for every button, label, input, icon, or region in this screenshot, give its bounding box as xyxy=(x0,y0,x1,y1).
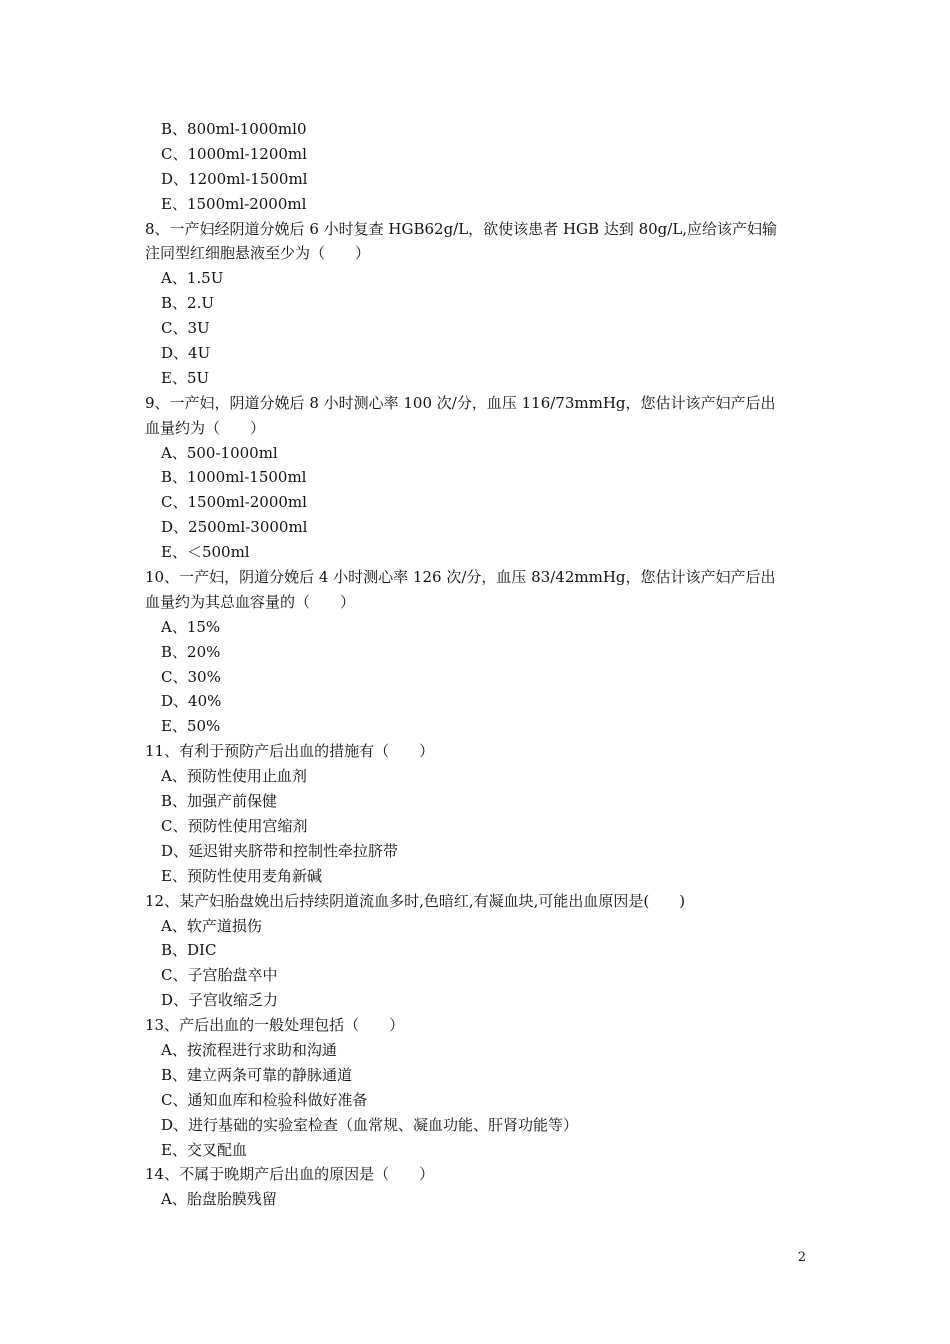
answer-option: B、2.U xyxy=(161,294,214,313)
answer-option: B、加强产前保健 xyxy=(161,792,278,811)
answer-option: C、预防性使用宫缩剂 xyxy=(161,816,308,835)
question-text: 血量约为其总血容量的（ ） xyxy=(145,592,356,611)
answer-option: A、1.5U xyxy=(161,269,224,288)
answer-option: D、子宫收缩乏力 xyxy=(161,991,279,1010)
answer-option: D、1200ml-1500ml xyxy=(161,169,308,188)
answer-option: B、1000ml-1500ml xyxy=(161,468,307,487)
answer-option: B、800ml-1000ml0 xyxy=(161,120,307,138)
answer-option: C、30% xyxy=(161,667,221,686)
answer-option: D、40% xyxy=(161,692,222,711)
question-text: 8、一产妇经阴道分娩后 6 小时复查 HGB62g/L，欲使该患者 HGB 达到 80g/L,应给该产妇输 xyxy=(145,219,778,238)
question-text: 注同型红细胞悬液至少为（ ） xyxy=(145,244,371,263)
answer-option: C、通知血库和检验科做好准备 xyxy=(161,1090,368,1109)
answer-option: E、50% xyxy=(161,717,221,736)
question-text: 9、一产妇，阴道分娩后 8 小时测心率 100 次/分，血压 116/73mmHg，您估计该产妇产后出 xyxy=(145,393,776,412)
answer-option: B、DIC xyxy=(161,941,217,960)
answer-option: C、3U xyxy=(161,319,210,338)
answer-option: B、建立两条可靠的静脉通道 xyxy=(161,1065,353,1084)
question-text: 12、某产妇胎盘娩出后持续阴道流血多时,色暗红,有凝血块,可能出血原因是( ) xyxy=(145,891,686,910)
question-text: 10、一产妇，阴道分娩后 4 小时测心率 126 次/分，血压 83/42mmHg，您估计该产妇产后出 xyxy=(145,568,776,587)
answer-option: A、胎盘胎膜残留 xyxy=(161,1190,277,1209)
answer-option: A、软产道损伤 xyxy=(161,916,262,935)
question-list xyxy=(145,117,815,1212)
answer-option: D、2500ml-3000ml xyxy=(161,518,308,537)
answer-option: E、＜500ml xyxy=(161,543,250,562)
answer-option: C、1500ml-2000ml xyxy=(161,493,307,512)
answer-option: D、4U xyxy=(161,344,211,363)
answer-option: A、15% xyxy=(161,617,221,636)
answer-option: E、预防性使用麦角新碱 xyxy=(161,866,322,885)
answer-option: C、子宫胎盘卒中 xyxy=(161,966,278,985)
answer-option: B、20% xyxy=(161,642,221,661)
answer-option: E、1500ml-2000ml xyxy=(161,194,307,213)
question-text: 血量约为（ ） xyxy=(145,418,266,437)
answer-option: E、交叉配血 xyxy=(161,1140,247,1159)
answer-option: D、延迟钳夹脐带和控制性牵拉脐带 xyxy=(161,841,399,860)
answer-option: A、预防性使用止血剂 xyxy=(161,767,307,786)
question-text: 14、不属于晚期产后出血的原因是（ ） xyxy=(145,1165,435,1184)
answer-option: D、进行基础的实验室检查（血常规、凝血功能、肝肾功能等） xyxy=(161,1115,579,1134)
answer-option: C、1000ml-1200ml xyxy=(161,144,307,163)
question-text: 11、有利于预防产后出血的措施有（ ） xyxy=(145,742,435,761)
answer-option: A、按流程进行求助和沟通 xyxy=(161,1040,337,1059)
answer-option: E、5U xyxy=(161,368,210,387)
page-number: 2 xyxy=(797,1250,806,1265)
answer-option: A、500-1000ml xyxy=(161,443,278,462)
question-text: 13、产后出血的一般处理包括（ ） xyxy=(145,1016,405,1035)
